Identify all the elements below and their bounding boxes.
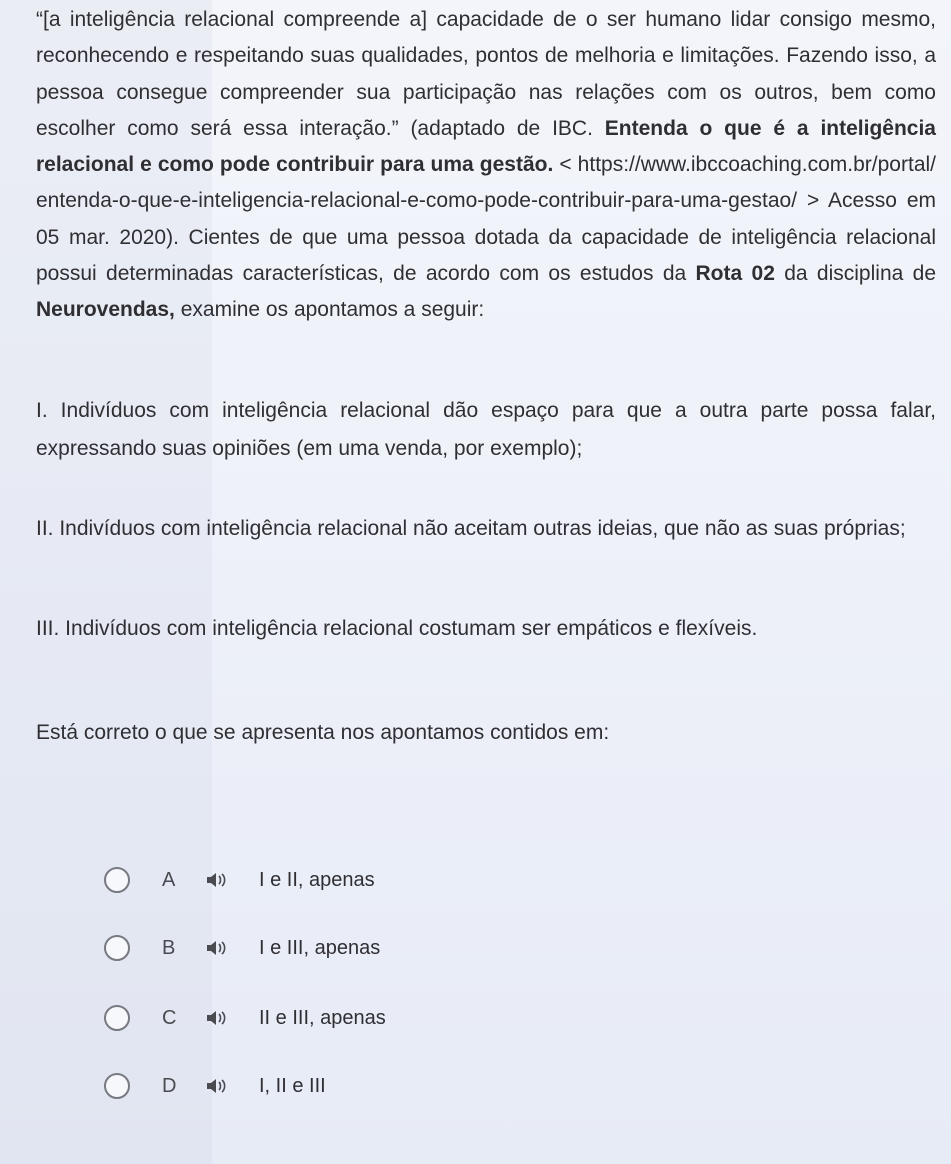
stem-bold-rota: Rota 02 xyxy=(695,262,775,286)
statement-2: II. Indivíduos com inteligência relacional não aceitam outras ideias, que não as suas próprias; xyxy=(36,517,906,540)
stem-text-1: “[a inteligência relacional compreende a] capacidade de o ser humano lidar consigo mesmo, reconhecendo e respeitando suas qualidades, pontos de melhoria e limitações. Fazendo isso, a pessoa consegue compreender sua participação nas relações com os outros, bem como escolher como será essa interação.” (adaptado de IBC. xyxy=(36,8,936,140)
option-letter: B xyxy=(162,936,176,959)
option-c[interactable] xyxy=(104,998,624,1038)
stem-url: < https://www.ibccoaching.com.br/portal/entenda-o-que-e-inteligencia-relacional-e-como-pode-contribuir-para-uma-gestao/ > xyxy=(36,153,936,213)
option-d[interactable] xyxy=(104,1066,624,1106)
question-stem xyxy=(36,0,936,329)
statement-1: I. Indivíduos com inteligência relacional dão espaço para que a outra parte possa falar, expressando suas opiniões (em uma venda, por exemplo); xyxy=(36,399,936,460)
speaker-icon[interactable] xyxy=(206,939,228,957)
radio-button[interactable] xyxy=(104,867,130,893)
option-text: I, II e III xyxy=(259,1074,326,1097)
question-container xyxy=(36,0,936,1097)
option-b[interactable] xyxy=(104,928,624,968)
stem-text-4: examine os apontamos a seguir: xyxy=(174,298,485,322)
statement-3: III. Indivíduos com inteligência relacional costumam ser empáticos e flexíveis. xyxy=(36,617,758,640)
option-text: I e III, apenas xyxy=(259,936,381,959)
option-letter: A xyxy=(162,868,176,891)
radio-button[interactable] xyxy=(104,1073,130,1099)
radio-button[interactable] xyxy=(104,1005,130,1031)
speaker-icon[interactable] xyxy=(206,1077,228,1095)
option-letter: C xyxy=(162,1006,177,1029)
option-letter: D xyxy=(162,1074,177,1097)
option-a[interactable] xyxy=(104,860,624,900)
option-text: I e II, apenas xyxy=(259,868,375,891)
stem-text-3: da disciplina de xyxy=(774,262,936,286)
stem-bold-discipline: Neurovendas, xyxy=(36,298,175,322)
speaker-icon[interactable] xyxy=(206,871,228,889)
radio-button[interactable] xyxy=(104,935,130,961)
option-text: II e III, apenas xyxy=(259,1006,386,1029)
stem-text-2: Acesso em 05 mar. 2020). Cientes de que uma pessoa dotada da capacidade de inteligência relacional possui determinadas características, de acordo com os estudos da xyxy=(36,189,936,286)
stem-bold-title: Entenda o que é a inteligência relacional e como pode contribuir para uma gestão. xyxy=(36,116,936,177)
speaker-icon[interactable] xyxy=(206,1009,228,1027)
question-prompt: Está correto o que se apresenta nos apontamos contidos em: xyxy=(36,721,610,744)
